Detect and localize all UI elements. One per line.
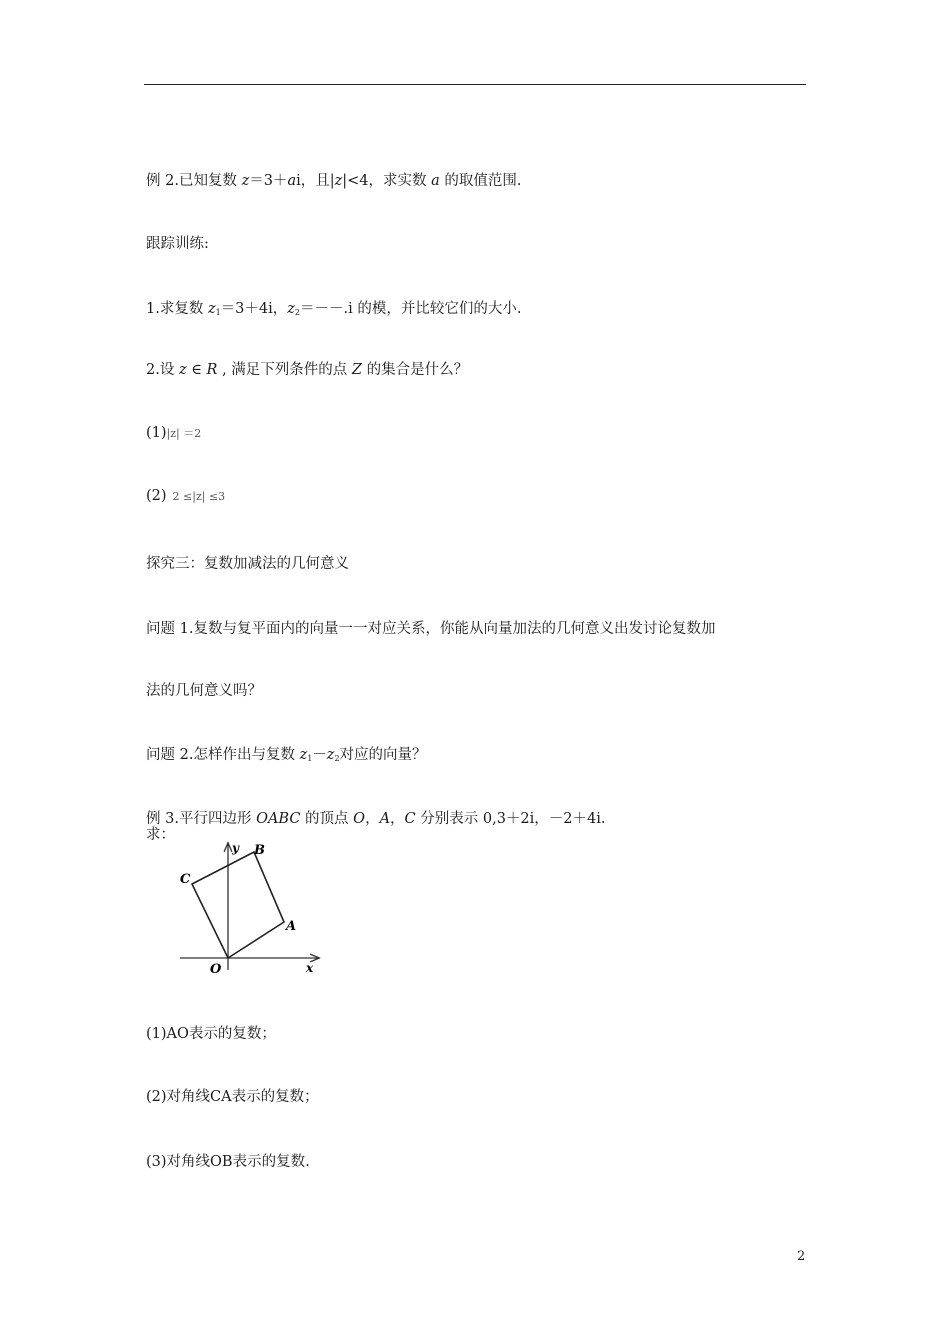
page-number: 2 (797, 1249, 806, 1264)
header-rule (144, 84, 806, 85)
label-c: C (180, 872, 191, 887)
label-a: A (286, 919, 297, 934)
example-3: 例 3.平行四边形 OABC 的顶点 O，A，C 分别表示 0,3＋2i，－2＋4i. (146, 811, 606, 827)
example-3-ask: 求： (146, 827, 175, 843)
parallelogram-figure (170, 836, 330, 978)
example-label: 例 2. (146, 173, 179, 189)
problem-1: 问题 1.复数与复平面内的向量一一对应关系，你能从向量加法的几何意义出发讨论复数加 (146, 621, 716, 637)
problem-1-continued: 法的几何意义吗？ (146, 683, 262, 699)
label-o: O (210, 962, 222, 977)
tracking-title: 跟踪训练: (146, 236, 209, 252)
question-2-part-1: (1)|z| ＝2 (146, 425, 202, 441)
parallelogram-oabc (192, 852, 284, 958)
question-2-part-2: (2) 2 ≤|z| ≤3 (146, 488, 226, 504)
sub-question-3: (3)对角线OB表示的复数. (146, 1154, 310, 1170)
question-1: 1.求复数 $z_1=3+4i$，$z_2=--.i$ 的模，并比较它们的大小. (146, 301, 522, 317)
sub-question-2: (2)对角线CA表示的复数； (146, 1089, 319, 1105)
question-2: 2.设 z ∈ R , 满足下列条件的点 Z 的集合是什么？ (146, 362, 469, 378)
label-x: x (306, 961, 314, 975)
problem-2: 问题 2.怎样作出与复数 $z_1-z_2$对应的向量？ (146, 747, 427, 763)
label-y: y (232, 841, 239, 855)
explore-3-heading: 探究三：复数加减法的几何意义 (146, 556, 349, 572)
example-2: 例 2.已知复数 z＝3＋ai，且|z|<4，求实数 a 的取值范围. (146, 173, 522, 189)
sub-question-1: (1)AO表示的复数； (146, 1026, 276, 1042)
label-b: B (254, 843, 265, 858)
